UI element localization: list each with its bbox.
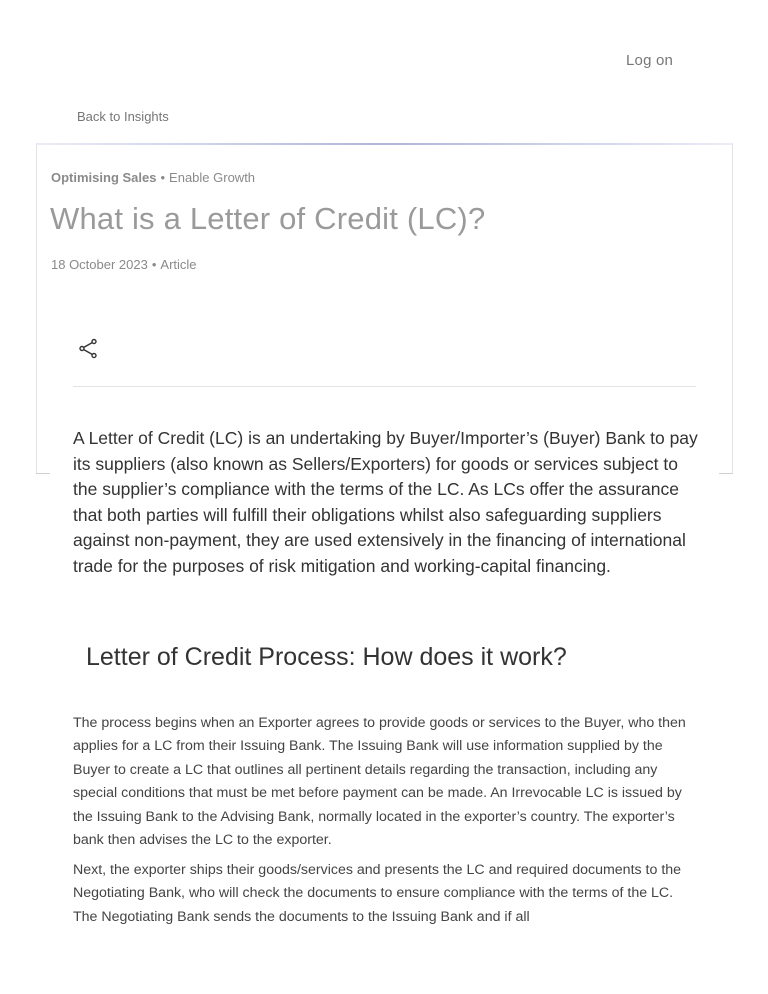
article-intro: A Letter of Credit (LC) is an undertaking by Buyer/Importer’s (Buyer) Bank to pay its suppliers (also known as Sellers/Exporters) for goods or services subject to the supplier’s compliance with the terms of the LC. As LCs offer the assurance that both parties will fulfill their obligations whilst also safeguarding suppliers against non-payment, they are used extensively in the financing of international trade for the purposes of risk mitigation and working-capital financing. bbox=[73, 428, 698, 576]
share-divider bbox=[73, 386, 696, 387]
article-hero-card bbox=[36, 143, 733, 474]
article-meta bbox=[51, 257, 197, 272]
hero-accent-line bbox=[37, 143, 732, 145]
section-heading: Letter of Credit Process: How does it work? bbox=[86, 643, 567, 671]
content-type: Article bbox=[160, 257, 197, 272]
category-secondary[interactable]: Enable Growth bbox=[169, 170, 256, 185]
log-on-link[interactable]: Log on bbox=[626, 52, 674, 69]
article-category bbox=[51, 170, 255, 185]
body-paragraph: The process begins when an Exporter agrees to provide goods or services to the Buyer, who then applies for a LC from their Issuing Bank. The Issuing Bank will use information supplied by the Buyer to create a LC that outlines all pertinent details regarding the transaction, including any special conditions that must be met before payment can be made. An Irrevocable LC is issued by the Issuing Bank to the Advising Bank, normally located in the exporter’s country. The exporter’s bank then advises the LC to the exporter. bbox=[73, 715, 686, 849]
hero-corner-right bbox=[719, 473, 733, 474]
share-icon bbox=[77, 337, 101, 361]
category-primary[interactable]: Optimising Sales bbox=[51, 170, 157, 185]
back-to-insights-link[interactable]: Back to Insights bbox=[77, 109, 169, 124]
meta-separator: • bbox=[151, 257, 157, 272]
page-title: What is a Letter of Credit (LC)? bbox=[50, 201, 486, 236]
hero-corner-left bbox=[36, 473, 50, 474]
publish-date: 18 October 2023 bbox=[51, 257, 148, 272]
category-separator: • bbox=[160, 170, 166, 185]
share-button[interactable] bbox=[77, 337, 101, 361]
body-paragraph: Next, the exporter ships their goods/services and presents the LC and required documents to the Negotiating Bank, who will check the documents to ensure compliance with the terms of the LC. The Negotiating Bank sends the documents to the Issuing Bank and if all bbox=[73, 862, 682, 925]
